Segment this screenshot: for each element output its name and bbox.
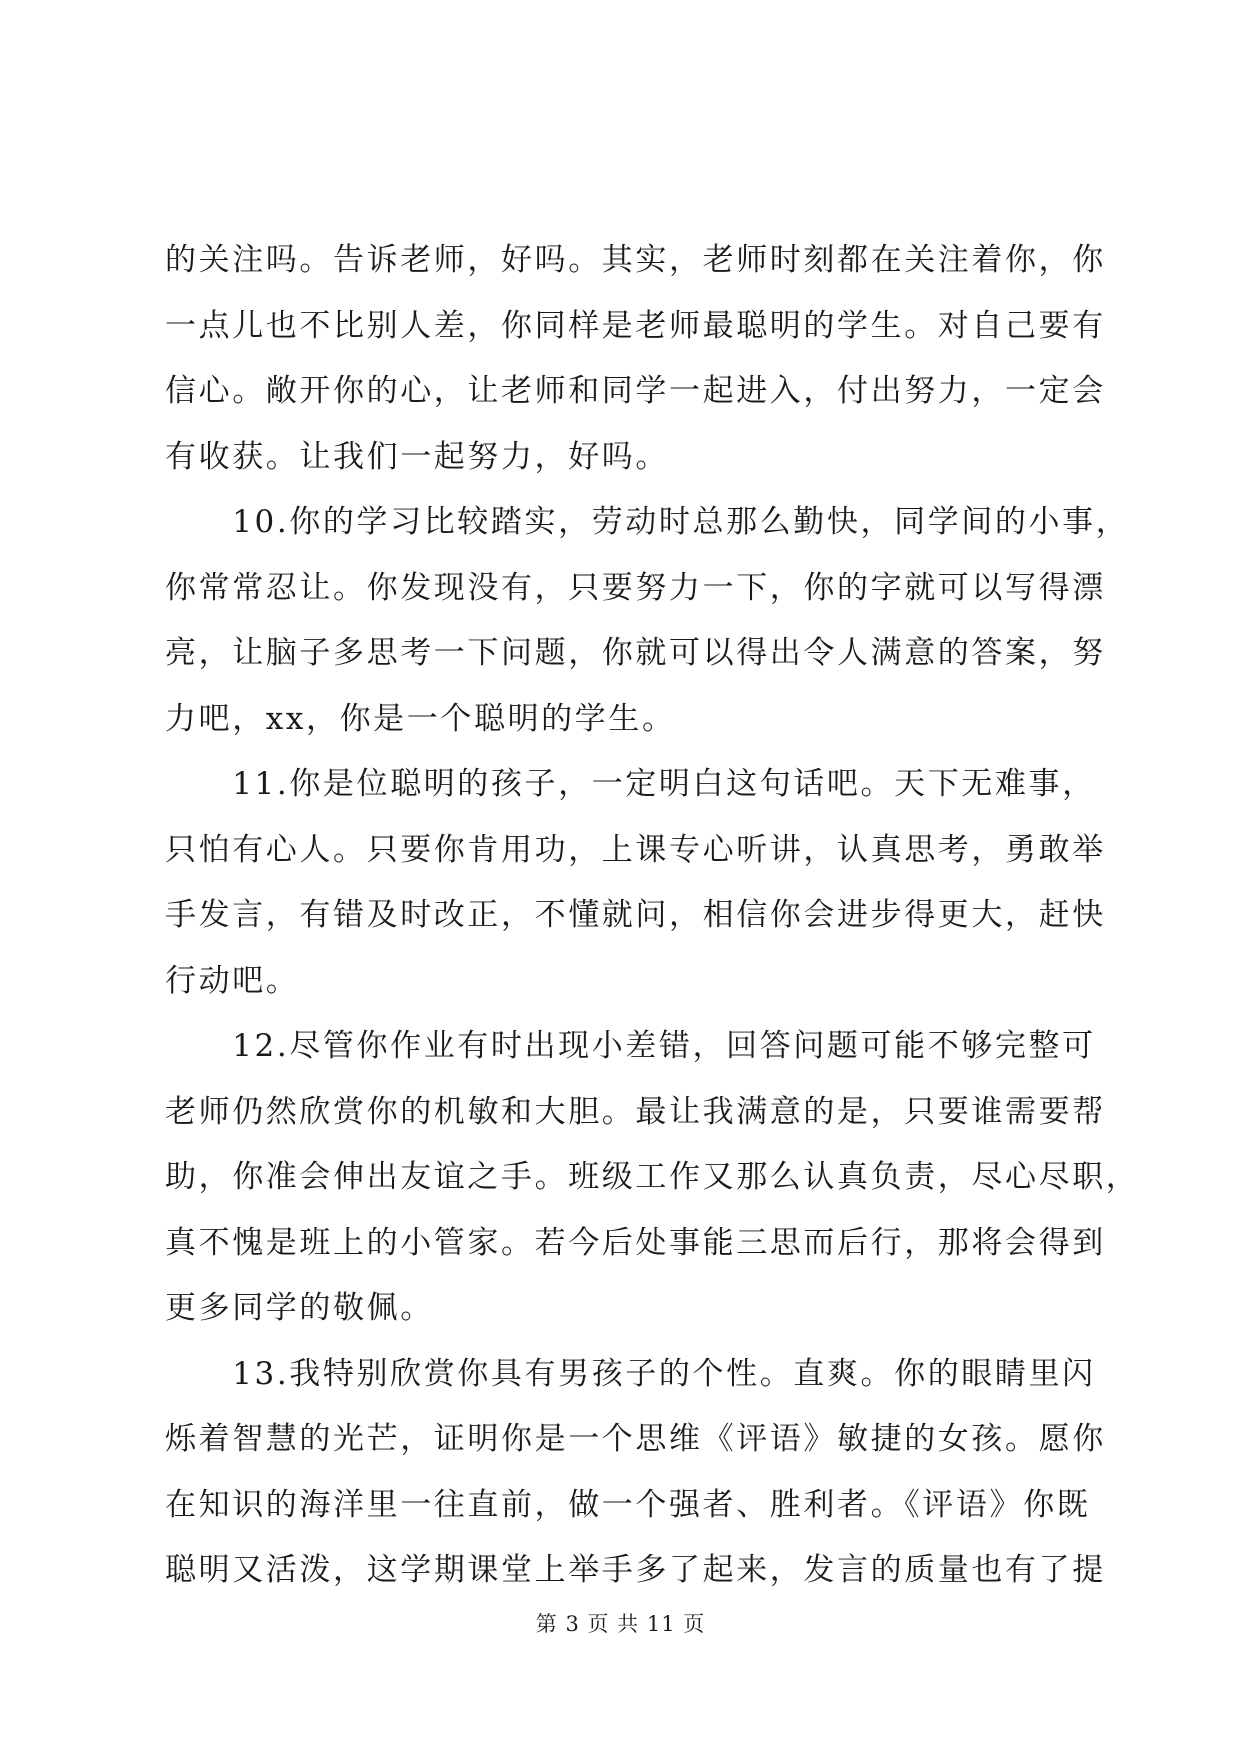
text-line: 行动吧。 <box>165 962 300 999</box>
text-line: 老师仍然欣赏你的机敏和大胆。最让我满意的是，只要谁需要帮 <box>165 1093 1106 1130</box>
text-line: 更多同学的敬佩。 <box>165 1290 434 1326</box>
text-line: 一点儿也不比别人差，你同样是老师最聪明的学生。对自己要有 <box>165 307 1106 344</box>
text-line: 烁着智慧的光芒，证明你是一个思维《评语》敏捷的女孩。愿你 <box>165 1421 1106 1457</box>
text-line: 只怕有心人。只要你肯用功，上课专心听讲，认真思考，勇敢举 <box>165 831 1106 868</box>
text-line: 聪明又活泼，这学期课堂上举手多了起来，发言的质量也有了提 <box>165 1552 1106 1588</box>
text-line: 你常常忍让。你发现没有，只要努力一下，你的字就可以写得漂 <box>165 569 1106 606</box>
paragraph-start-line: 11.你是位聪明的孩子，一定明白这句话吧。天下无难事， <box>165 766 1096 802</box>
body-text <box>165 228 1140 1604</box>
text-line: 有收获。让我们一起努力，好吗。 <box>165 438 669 475</box>
text-line: 亮，让脑子多思考一下问题，你就可以得出令人满意的答案，努 <box>165 635 1106 671</box>
text-line: 的关注吗。告诉老师，好吗。其实，老师时刻都在关注着你，你 <box>165 242 1106 278</box>
text-line: 手发言，有错及时改正，不懂就问，相信你会进步得更大，赶快 <box>165 897 1106 933</box>
paragraph-start-line: 13.我特别欣赏你具有男孩子的个性。直爽。你的眼睛里闪 <box>165 1355 1096 1392</box>
text-line: 真不愧是班上的小管家。若今后处事能三思而后行，那将会得到 <box>165 1224 1106 1261</box>
paragraph-start-line: 12.尽管你作业有时出现小差错，回答问题可能不够完整可 <box>165 1028 1096 1064</box>
text-line: 信心。敞开你的心，让老师和同学一起进入，付出努力，一定会 <box>165 373 1106 409</box>
text-line: 力吧，xx，你是一个聪明的学生。 <box>165 700 676 737</box>
paragraph-start-line: 10.你的学习比较踏实，劳动时总那么勤快，同学间的小事， <box>165 504 1130 540</box>
page-number-footer: 第 3 页 共 11 页 <box>535 1612 706 1636</box>
text-line: 在知识的海洋里一往直前，做一个强者、胜利者。《评语》你既 <box>165 1486 1091 1523</box>
text-line: 助，你准会伸出友谊之手。班级工作又那么认真负责，尽心尽职， <box>165 1159 1140 1195</box>
